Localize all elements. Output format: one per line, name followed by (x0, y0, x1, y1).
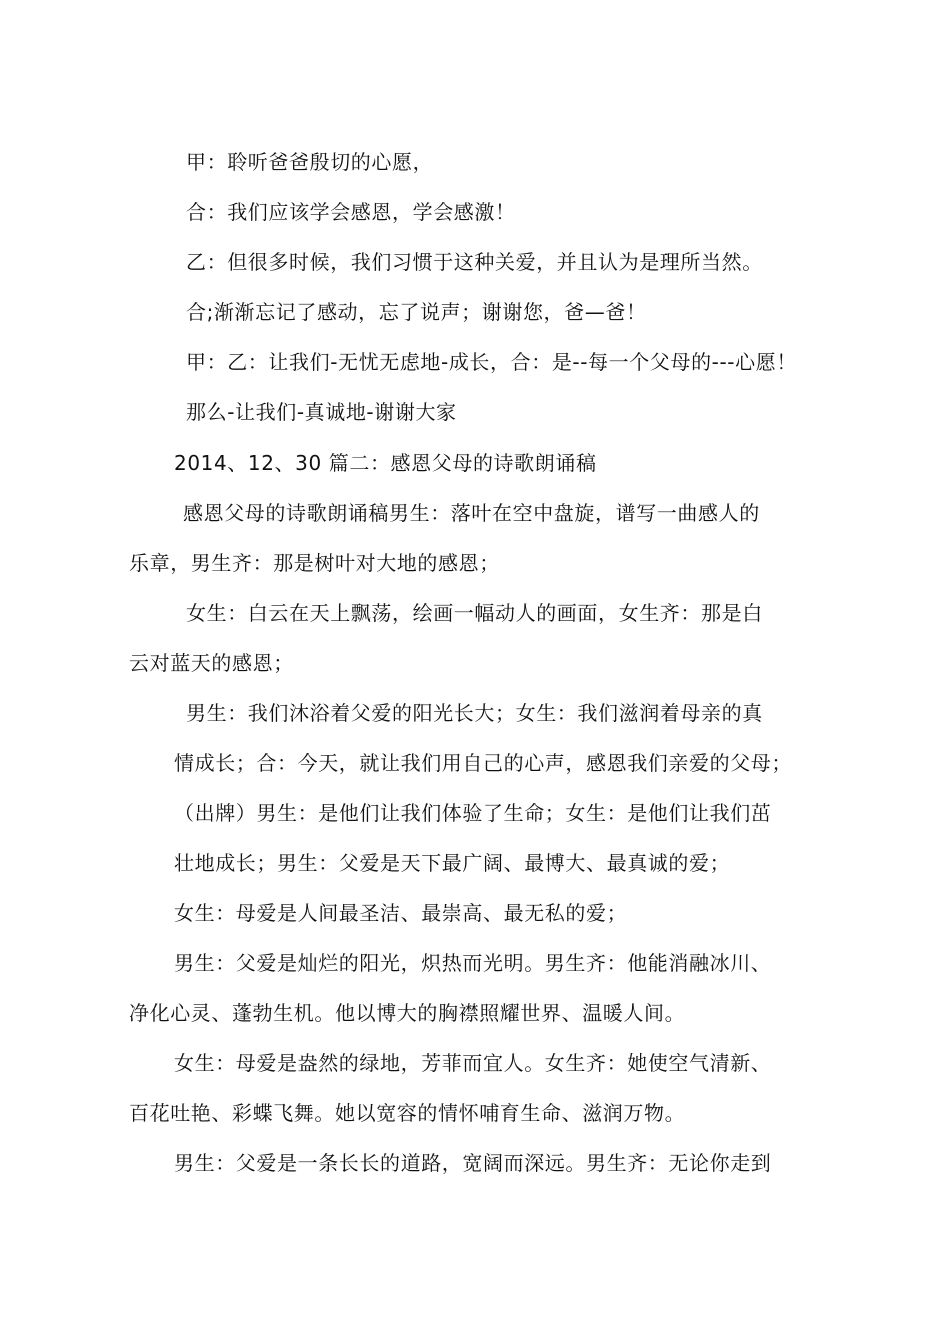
text-line: 感恩父母的诗歌朗诵稿男生：落叶在空中盘旋，谱写一曲感人的 (183, 501, 760, 525)
text-line: 女生：白云在天上飘荡，绘画一幅动人的画面，女生齐：那是白 (186, 601, 763, 625)
text-line: 乐章，男生齐：那是树叶对大地的感恩； (129, 551, 500, 575)
text-line: 那么-让我们-真诚地-谢谢大家 (186, 400, 457, 424)
section-heading: 2014、12、30 篇二：感恩父母的诗歌朗诵稿 (174, 451, 597, 475)
text-line: 男生：我们沐浴着父爱的阳光长大；女生：我们滋润着母亲的真 (186, 701, 763, 725)
text-line: 云对蓝天的感恩； (129, 651, 294, 675)
text-line: 合：我们应该学会感恩，学会感激！ (186, 200, 516, 224)
text-line: 甲：乙：让我们-无忧无虑地-成长，合：是--每一个父母的---心愿！ (186, 350, 797, 374)
text-line: 女生：母爱是人间最圣洁、最崇高、最无私的爱； (174, 901, 628, 925)
text-line: 乙：但很多时候，我们习惯于这种关爱，并且认为是理所当然。 (186, 250, 763, 274)
text-line: 男生：父爱是灿烂的阳光，炽热而光明。男生齐：他能消融冰川、 (174, 951, 772, 975)
text-line: 甲：聆听爸爸殷切的心愿， (186, 150, 434, 174)
text-line: 净化心灵、蓬勃生机。他以博大的胸襟照耀世界、温暖人间。 (129, 1001, 686, 1025)
text-line: 男生：父爱是一条长长的道路，宽阔而深远。男生齐：无论你走到 (174, 1151, 772, 1175)
text-line: 情成长；合：今天，就让我们用自己的心声，感恩我们亲爱的父母； (174, 751, 792, 775)
text-line: 百花吐艳、彩蝶飞舞。她以宽容的情怀哺育生命、滋润万物。 (129, 1101, 686, 1125)
text-line: （出牌）男生：是他们让我们体验了生命；女生：是他们让我们茁 (174, 801, 772, 825)
text-line: 女生：母爱是盎然的绿地，芳菲而宜人。女生齐：她使空气清新、 (174, 1051, 772, 1075)
text-line: 壮地成长；男生：父爱是天下最广阔、最博大、最真诚的爱； (174, 851, 731, 875)
text-line: 合;渐渐忘记了感动，忘了说声；谢谢您，爸—爸！ (186, 300, 647, 324)
